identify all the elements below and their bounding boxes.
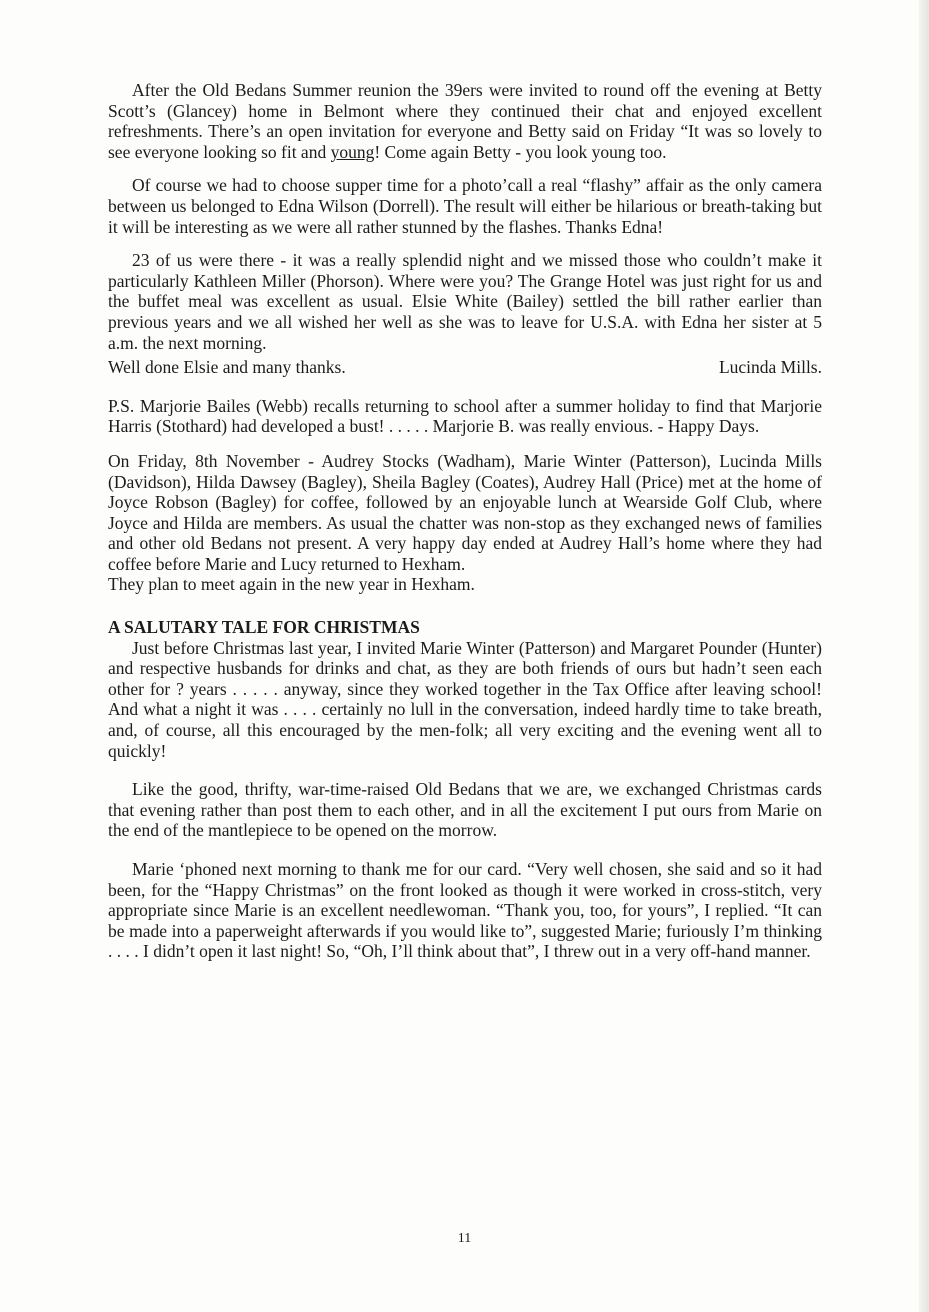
section-heading: A SALUTARY TALE FOR CHRISTMAS (108, 617, 420, 638)
paragraph-grange-hotel: 23 of us were there - it was a really splendid night and we missed those who couldn’t make it particularly Kathleen Miller (Phorson). Where were you? The Grange Hotel was just right for us and the buffet meal was excellent as usual. Elsie White (Bailey) settled the bill rather earlier than previous years and we all wished her well as she was to leave for U.S.A. with Edna her sister at 5 a.m. the next morning. (108, 250, 822, 353)
paragraph-photo: Of course we had to choose supper time for a photo’call a real “flashy” affair as the only camera between us belonged to Edna Wilson (Dorrell). The result will either be hilarious or breath-taking but it will be interesting as we were all rather stunned by the flashes. Thanks Edna! (108, 175, 822, 237)
paragraph-phone-call: Marie ‘phoned next morning to thank me for our card. “Very well chosen, she said and so it had been, for the “Happy Christmas” on the front looked as though it were worked in cross-stitch, very appropriate since Marie is an excellent needlewoman. “Thank you, too, for yours”, I replied. “It can be made into a paperweight afterwards if you would like to”, suggested Marie; furiously I’m thinking . . . . I didn’t open it last night! So, “Oh, I’ll think about that”, I threw out in a very off-hand manner. (108, 859, 822, 962)
paragraph-postscript: P.S. Marjorie Bailes (Webb) recalls returning to school after a summer holiday to find that Marjorie Harris (Stothard) had developed a bust! . . . . . Marjorie B. was really envious. - Happy Days. (108, 395, 822, 437)
page-number: 11 (457, 1231, 472, 1246)
closing-line: Well done Elsie and many thanks. (108, 357, 346, 378)
article-body (108, 80, 822, 962)
page-edge (919, 0, 929, 1312)
paragraph-reunion-end: ! Come again Betty - you look young too. (374, 141, 667, 162)
paragraph-salutary-tale: Just before Christmas last year, I invited Marie Winter (Patterson) and Margaret Pounder (Hunter) and respective husbands for drinks and chat, as they are both friends of ours but hadn’t seen each other for ? years . . . . . anyway, since they worked together in the Tax Office after leaving school! And what a night it was . . . . certainly no lull in the conversation, indeed hardly time to take breath, and, of course, all this encouraged by the men-folk; all very exciting and the evening went all to quickly! (108, 637, 822, 761)
paragraph-card-exchange: Like the good, thrifty, war-time-raised Old Bedans that we are, we exchanged Christmas cards that evening rather than post them to each other, and in all the excitement I put ours from Marie on the end of the mantlepiece to be opened on the morrow. (108, 779, 822, 841)
underlined-word: young (330, 141, 375, 162)
paragraph-november-meeting: On Friday, 8th November - Audrey Stocks (Wadham), Marie Winter (Patterson), Lucinda Mills (Davidson), Hilda Dawsey (Bagley), Sheila Bagley (Coates), Audrey Hall (Price) met at the home of Joyce Robson (Bagley) for coffee, followed by an enjoyable lunch at Wearside Golf Club, where Joyce and Hilda are members. As usual the chatter was non-stop as they exchanged news of families and other old Bedans not present. A very happy day ended at Audrey Hall’s home where they had coffee before Marie and Lucy returned to Hexham. (108, 450, 822, 574)
paragraph-reunion (108, 80, 822, 162)
signature: Lucinda Mills. (718, 357, 822, 378)
paragraph-reunion-text: After the Old Bedans Summer reunion the 39ers were invited to round off the evening at Betty Scott’s (Glancey) home in Belmont where they continued their chat and enjoyed excellent refreshments. There’s an open invitation for everyone and Betty said on Friday “It was so lovely to see everyone looking so fit and (108, 80, 822, 162)
closing-row (108, 353, 822, 378)
paragraph-november-closing: They plan to meet again in the new year in Hexham. (108, 574, 475, 595)
